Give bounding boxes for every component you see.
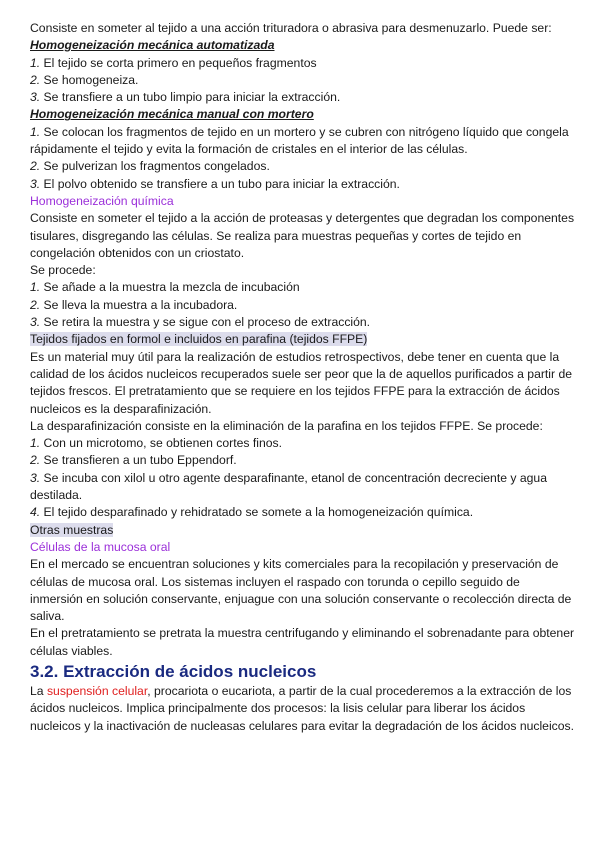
oral-mucosa-body: En el mercado se encuentran soluciones y kits comerciales para la recopilación y preservación de células de mucosa oral. Los sistemas incluyen el raspado con torunda o cepillo seguido de inmersión en solución conservante, enjuague con una solución conservante o recolección directa de saliva. <box>30 557 572 624</box>
manual-homogenization-title: Homogeneización mecánica manual con mortero <box>30 107 314 122</box>
section-heading: 3.2. Extracción de ácidos nucleicos <box>30 661 317 681</box>
list-item: 4. El tejido desparafinado y rehidratado se somete a la homogeneización química. <box>30 505 474 520</box>
ffpe-body: Es un material muy útil para la realización de estudios retrospectivos, debe tener en cuenta que la calidad de los ácidos nucleicos recuperados suele ser peor que la de aquellos purificados a partir de tejidos frescos. El pretratamiento que se requiere en los tejidos FFPE para la extracción de ácidos nucleicos es la desparafinización. <box>30 349 572 416</box>
deparaffinization-body: La desparafinización consiste en la eliminación de la parafina en los tejidos FFPE. Se procede: <box>30 418 543 433</box>
list-item: 2. Se pulverizan los fragmentos congelados. <box>30 159 270 174</box>
list-item: 1. Con un microtomo, se obtienen cortes finos. <box>30 436 283 451</box>
list-item: 3. Se transfiere a un tubo limpio para iniciar la extracción. <box>30 90 341 105</box>
cell-suspension-term: suspensión celular <box>46 683 148 698</box>
chemical-homogenization-title: Homogeneización química <box>30 193 174 208</box>
pretreatment-body: En el pretratamiento se pretrata la muestra centrifugando y eliminando el sobrenadante para obtener células viables. <box>30 626 575 658</box>
list-item: 1. El tejido se corta primero en pequeños fragmentos <box>30 55 317 70</box>
chemical-homogenization-body: Consiste en someter el tejido a la acción de proteasas y detergentes que degradan los componentes tisulares, disgregando las células. Se realiza para muestras pequeñas y cortes de tejido en congelación obtenidos con un criostato. <box>30 211 575 260</box>
auto-homogenization-title: Homogeneización mecánica automatizada <box>30 38 275 53</box>
other-samples-title: Otras muestras <box>30 522 114 537</box>
oral-mucosa-title: Células de la mucosa oral <box>30 539 171 554</box>
list-item: 1. Se colocan los fragmentos de tejido en un mortero y se cubren con nitrógeno líquido que congela rápidamente el tejido y evita la formación de cristales en el interior de las células. <box>30 124 569 157</box>
document-page <box>30 20 575 735</box>
list-item: 2. Se homogeneiza. <box>30 72 139 87</box>
extraction-body: La suspensión celular, procariota o eucariota, a partir de la cual procederemos a la extracción de los ácidos nucleicos. Implica principalmente dos procesos: la lisis celular para liberar los ácidos nucleicos y la inactivación de nucleasas celulares para evitar la degradación de los ácidos nucleicos. <box>30 683 575 733</box>
intro-paragraph: Consiste en someter al tejido a una acción trituradora o abrasiva para desmenuzarlo. Puede ser: <box>30 21 552 35</box>
list-item: 3. Se incuba con xilol u otro agente desparafinante, etanol de concentración decreciente y agua destilada. <box>30 470 547 503</box>
list-item: 3. El polvo obtenido se transfiere a un tubo para iniciar la extracción. <box>30 176 400 191</box>
list-item: 2. Se lleva la muestra a la incubadora. <box>30 297 238 312</box>
list-item: 3. Se retira la muestra y se sigue con el proceso de extracción. <box>30 315 371 330</box>
list-item: 1. Se añade a la muestra la mezcla de incubación <box>30 280 300 295</box>
procedure-label: Se procede: <box>30 263 96 278</box>
list-item: 2. Se transfieren a un tubo Eppendorf. <box>30 453 237 468</box>
ffpe-title: Tejidos fijados en formol e incluidos en parafina (tejidos FFPE) <box>30 332 368 347</box>
